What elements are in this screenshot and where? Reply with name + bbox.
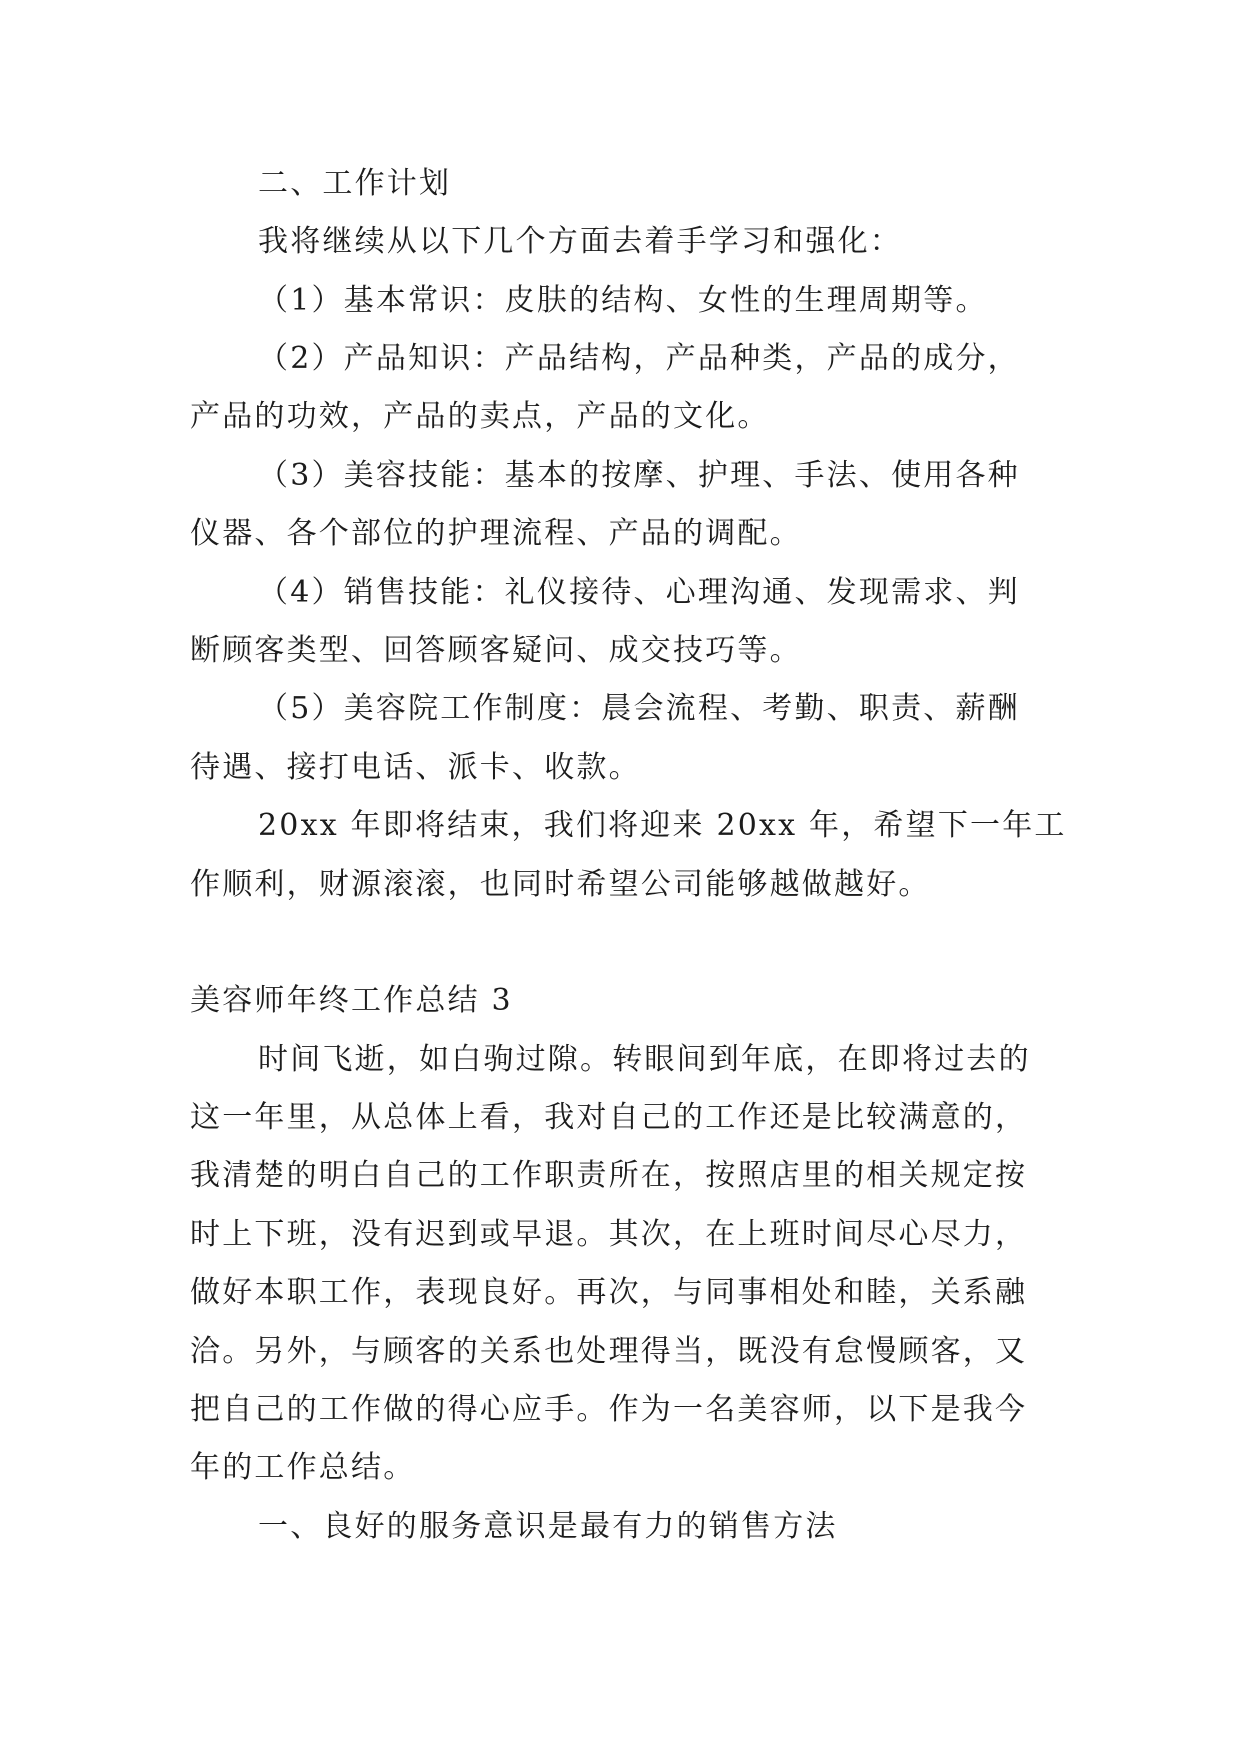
paragraph-line: 把自己的工作做的得心应手。作为一名美容师，以下是我今 bbox=[190, 1392, 1028, 1427]
list-item-line: （3）美容技能：基本的按摩、护理、手法、使用各种 bbox=[258, 458, 1020, 493]
list-item-line: （4）销售技能：礼仪接待、心理沟通、发现需求、判 bbox=[258, 575, 1020, 610]
list-item-line: （5）美容院工作制度：晨会流程、考勤、职责、薪酬 bbox=[258, 691, 1020, 726]
paragraph-line: 作顺利，财源滚滚，也同时希望公司能够越做越好。 bbox=[190, 867, 931, 902]
paragraph-line: 20xx 年即将结束，我们将迎来 20xx 年，希望下一年工 bbox=[258, 808, 1067, 843]
list-item-line: （1）基本常识：皮肤的结构、女性的生理周期等。 bbox=[258, 283, 988, 318]
list-item-line: （2）产品知识：产品结构，产品种类，产品的成分， bbox=[258, 341, 1020, 376]
section-heading-service: 一、良好的服务意识是最有力的销售方法 bbox=[258, 1509, 838, 1544]
paragraph-line: 这一年里，从总体上看，我对自己的工作还是比较满意的， bbox=[190, 1100, 1028, 1135]
paragraph-line: 年的工作总结。 bbox=[190, 1450, 416, 1485]
list-item-line: 仪器、各个部位的护理流程、产品的调配。 bbox=[190, 516, 802, 551]
list-item-line: 产品的功效，产品的卖点，产品的文化。 bbox=[190, 399, 770, 434]
paragraph-line: 我清楚的明白自己的工作职责所在，按照店里的相关规定按 bbox=[190, 1158, 1028, 1193]
list-item-line: 待遇、接打电话、派卡、收款。 bbox=[190, 750, 641, 785]
paragraph-line: 我将继续从以下几个方面去着手学习和强化： bbox=[258, 224, 902, 259]
paragraph-line: 时间飞逝，如白驹过隙。转眼间到年底，在即将过去的 bbox=[258, 1042, 1031, 1077]
article-title: 美容师年终工作总结 3 bbox=[190, 983, 513, 1018]
list-item-line: 断顾客类型、回答顾客疑问、成交技巧等。 bbox=[190, 633, 802, 668]
paragraph-line: 做好本职工作，表现良好。再次，与同事相处和睦，关系融 bbox=[190, 1275, 1028, 1310]
section-heading-work-plan: 二、工作计划 bbox=[258, 166, 452, 201]
paragraph-line: 时上下班，没有迟到或早退。其次，在上班时间尽心尽力， bbox=[190, 1217, 1028, 1252]
paragraph-line: 洽。另外，与顾客的关系也处理得当，既没有怠慢顾客，又 bbox=[190, 1334, 1028, 1369]
